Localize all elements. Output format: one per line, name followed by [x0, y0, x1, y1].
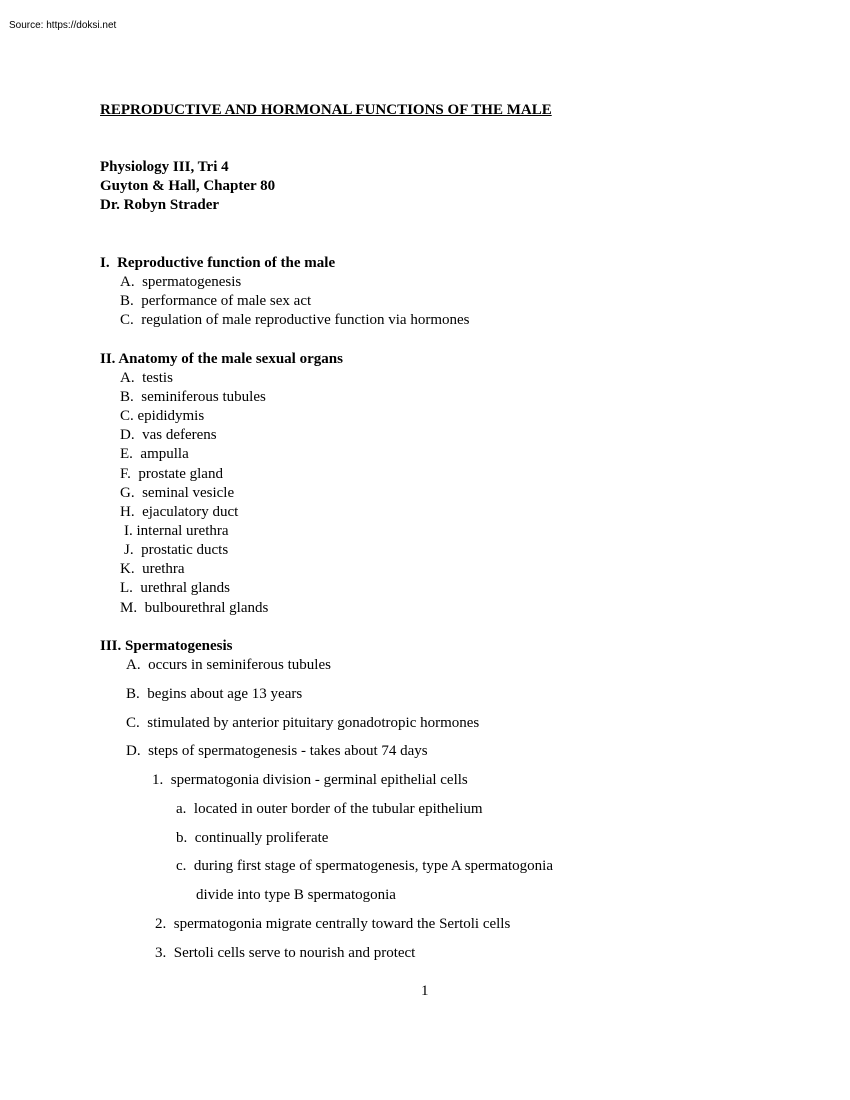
outline-item: D. steps of spermatogenesis - takes about 74 days	[126, 743, 428, 759]
section-2-heading: II. Anatomy of the male sexual organs	[100, 351, 343, 367]
outline-item: D. vas deferens	[120, 427, 217, 443]
author-line: Dr. Robyn Strader	[100, 197, 220, 213]
outline-item: C. epididymis	[120, 408, 205, 424]
outline-item: J. prostatic ducts	[124, 542, 229, 558]
outline-item: K. urethra	[120, 561, 185, 577]
outline-item: E. ampulla	[120, 446, 189, 462]
outline-item: A. testis	[120, 370, 173, 386]
outline-item: B. begins about age 13 years	[126, 686, 303, 702]
outline-subitem: 2. spermatogonia migrate centrally toward the Sertoli cells	[155, 916, 511, 932]
outline-item: B. seminiferous tubules	[120, 389, 266, 405]
outline-item: C. regulation of male reproductive function via hormones	[120, 312, 470, 328]
outline-item: A. occurs in seminiferous tubules	[126, 657, 331, 673]
outline-item: G. seminal vesicle	[120, 485, 235, 501]
outline-item: A. spermatogenesis	[120, 274, 242, 290]
outline-item: B. performance of male sex act	[120, 293, 312, 309]
reference-line: Guyton & Hall, Chapter 80	[100, 178, 276, 194]
outline-continuation: divide into type B spermatogonia	[196, 887, 396, 903]
section-1-heading: I. Reproductive function of the male	[100, 255, 336, 271]
outline-subitem: 3. Sertoli cells serve to nourish and protect	[155, 945, 416, 961]
document-title: REPRODUCTIVE AND HORMONAL FUNCTIONS OF THE MALE	[100, 102, 552, 118]
outline-item: C. stimulated by anterior pituitary gonadotropic hormones	[126, 715, 480, 731]
outline-subsubitem: a. located in outer border of the tubular epithelium	[176, 801, 483, 817]
outline-item: L. urethral glands	[120, 580, 230, 596]
course-line: Physiology III, Tri 4	[100, 159, 229, 175]
outline-item: M. bulbourethral glands	[120, 600, 269, 616]
outline-subitem: 1. spermatogonia division - germinal epithelial cells	[152, 772, 468, 788]
outline-subsubitem: b. continually proliferate	[176, 830, 329, 846]
section-3-heading: III. Spermatogenesis	[100, 638, 233, 654]
outline-item: F. prostate gland	[120, 466, 223, 482]
page-number: 1	[421, 983, 429, 999]
outline-item: I. internal urethra	[124, 523, 229, 539]
outline-subsubitem: c. during first stage of spermatogenesis, type A spermatogonia	[176, 858, 553, 874]
outline-item: H. ejaculatory duct	[120, 504, 239, 520]
source-note: Source: https://doksi.net	[9, 20, 117, 31]
